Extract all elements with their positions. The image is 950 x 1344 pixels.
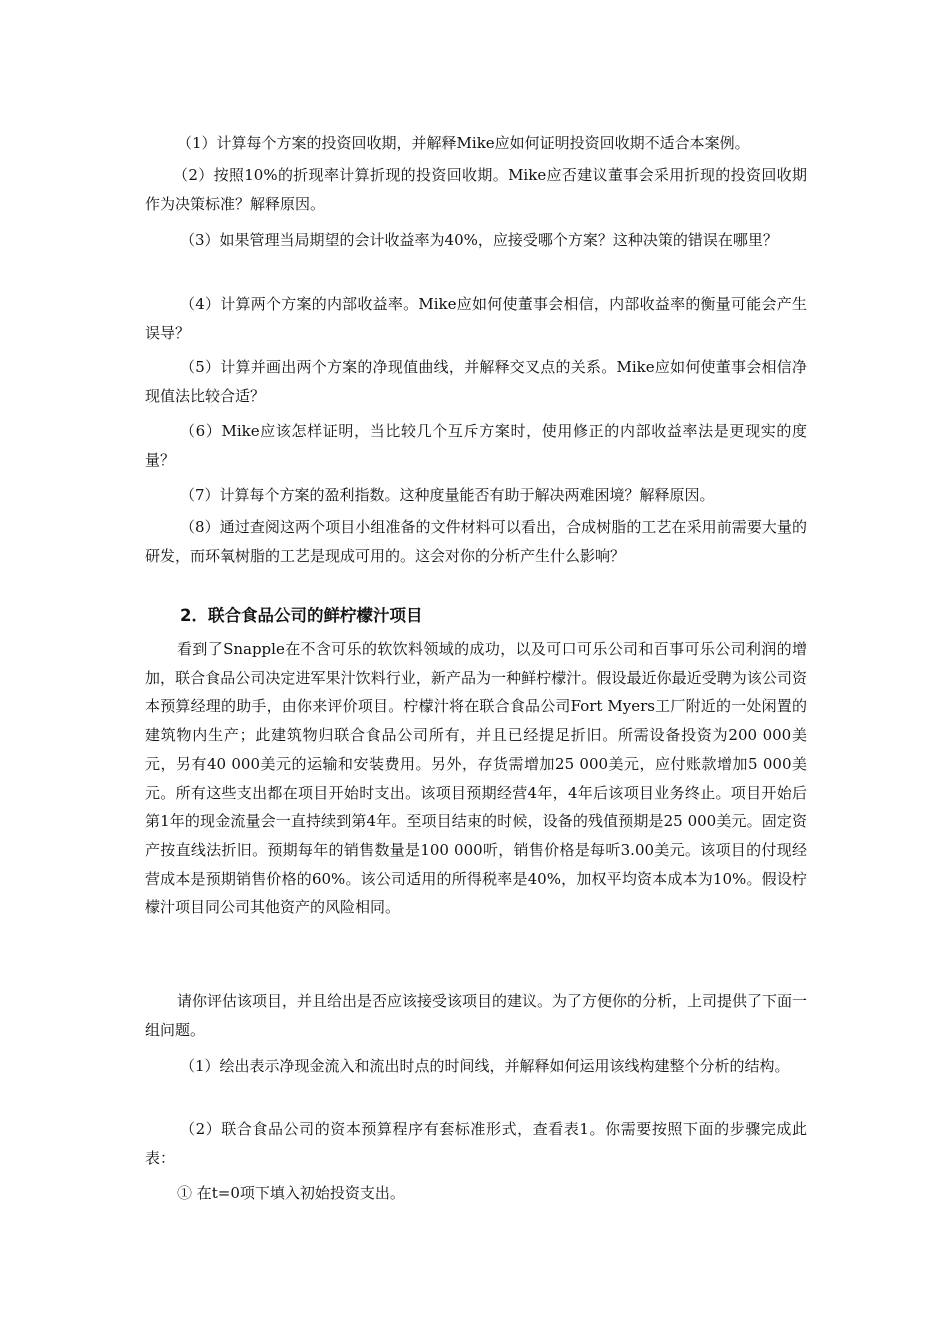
paragraph-text: 请你评估该项目，并且给出是否应该接受该项目的建议。为了方便你的分析，上司提供了下面一组问题。 — [145, 992, 808, 1039]
question-2 — [145, 161, 807, 218]
question-5 — [145, 353, 807, 410]
question-text: 计算并画出两个方案的净现值曲线，并解释交叉点的关系。Mike应如何使董事会相信净现值法比较合适？ — [145, 358, 807, 405]
section2-question-1 — [145, 1052, 807, 1081]
instruction-paragraph — [145, 987, 807, 1044]
question-text: 通过查阅这两个项目小组准备的文件材料可以看出，合成树脂的工艺在采用前需要大量的研发，而环氧树脂的工艺是现成可用的。这会对你的分析产生什么影响？ — [145, 518, 807, 565]
question-3 — [145, 226, 807, 255]
step-text: ① 在t=0项下填入初始投资支出。 — [177, 1184, 405, 1202]
question-7 — [145, 481, 807, 510]
question-text: 计算每个方案的盈利指数。这种度量能否有助于解决两难困境？解释原因。 — [219, 486, 715, 504]
question-number: （1） — [177, 134, 217, 152]
question-1 — [145, 129, 807, 158]
question-number: （1） — [180, 1057, 220, 1075]
section-heading: 2．联合食品公司的鲜柠檬汁项目 — [180, 606, 423, 625]
question-number: （8） — [180, 518, 220, 536]
question-number: （6） — [180, 422, 222, 440]
question-text: 绘出表示净现金流入和流出时点的时间线，并解释如何运用该线构建整个分析的结构。 — [219, 1057, 790, 1075]
question-text: 计算每个方案的投资回收期，并解释Mike应如何证明投资回收期不适合本案例。 — [216, 134, 750, 152]
section2-question-2 — [145, 1115, 807, 1172]
question-number: （3） — [180, 231, 220, 249]
question-6 — [145, 417, 807, 474]
question-text: 如果管理当局期望的会计收益率为40%，应接受哪个方案？这种决策的错误在哪里？ — [219, 231, 778, 249]
question-text: 计算两个方案的内部收益率。Mike应如何使董事会相信，内部收益率的衡量可能会产生误导？ — [145, 295, 807, 342]
question-number: （2） — [173, 166, 214, 184]
question-text: 联合食品公司的资本预算程序有套标准形式，查看表1。你需要按照下面的步骤完成此表： — [145, 1120, 807, 1167]
question-text: 按照10%的折现率计算折现的投资回收期。Mike应否建议董事会采用折现的投资回收期作为决策标准？解释原因。 — [145, 166, 808, 213]
question-number: （7） — [180, 486, 220, 504]
case-description-paragraph — [145, 635, 807, 922]
question-text: Mike应该怎样证明，当比较几个互斥方案时，使用修正的内部收益率法是更现实的度量？ — [145, 422, 807, 469]
question-number: （5） — [180, 358, 221, 376]
question-number: （2） — [180, 1120, 222, 1138]
question-8 — [145, 513, 807, 570]
step-1 — [145, 1179, 807, 1208]
question-4 — [145, 290, 807, 347]
paragraph-text: 看到了Snapple在不含可乐的软饮料领域的成功，以及可口可乐公司和百事可乐公司利润的增加，联合食品公司决定进军果汁饮料行业，新产品为一种鲜柠檬汁。假设最近你最近受聘为该公司资本预算经理的助手，由你来评价项目。柠檬汁将在联合食品公司Fort Myers工厂附近的一处闲置的建筑物内生产；此建筑物归联合食品公司所有，并且已经提足折旧。所需设备投资为200 000美元，另有40 000美元的运输和安装费用。另外，存货需增加25 000美元，应付账款增加5 000美元。所有这些支出都在项目开始时支出。该项目预期经营4年，4年后该项目业务终止。项目开始后第1年的现金流量会一直持续到第4年。至项目结束的时候，设备的残值预期是25 000美元。固定资产按直线法折旧。预期每年的销售数量是100 000听，销售价格是每听3.00美元。该项目的付现经营成本是预期销售价格的60%。该公司适用的所得税率是40%，加权平均资本成本为10%。假设柠檬汁项目同公司其他资产的风险相同。 — [145, 640, 807, 917]
question-number: （4） — [180, 295, 221, 313]
